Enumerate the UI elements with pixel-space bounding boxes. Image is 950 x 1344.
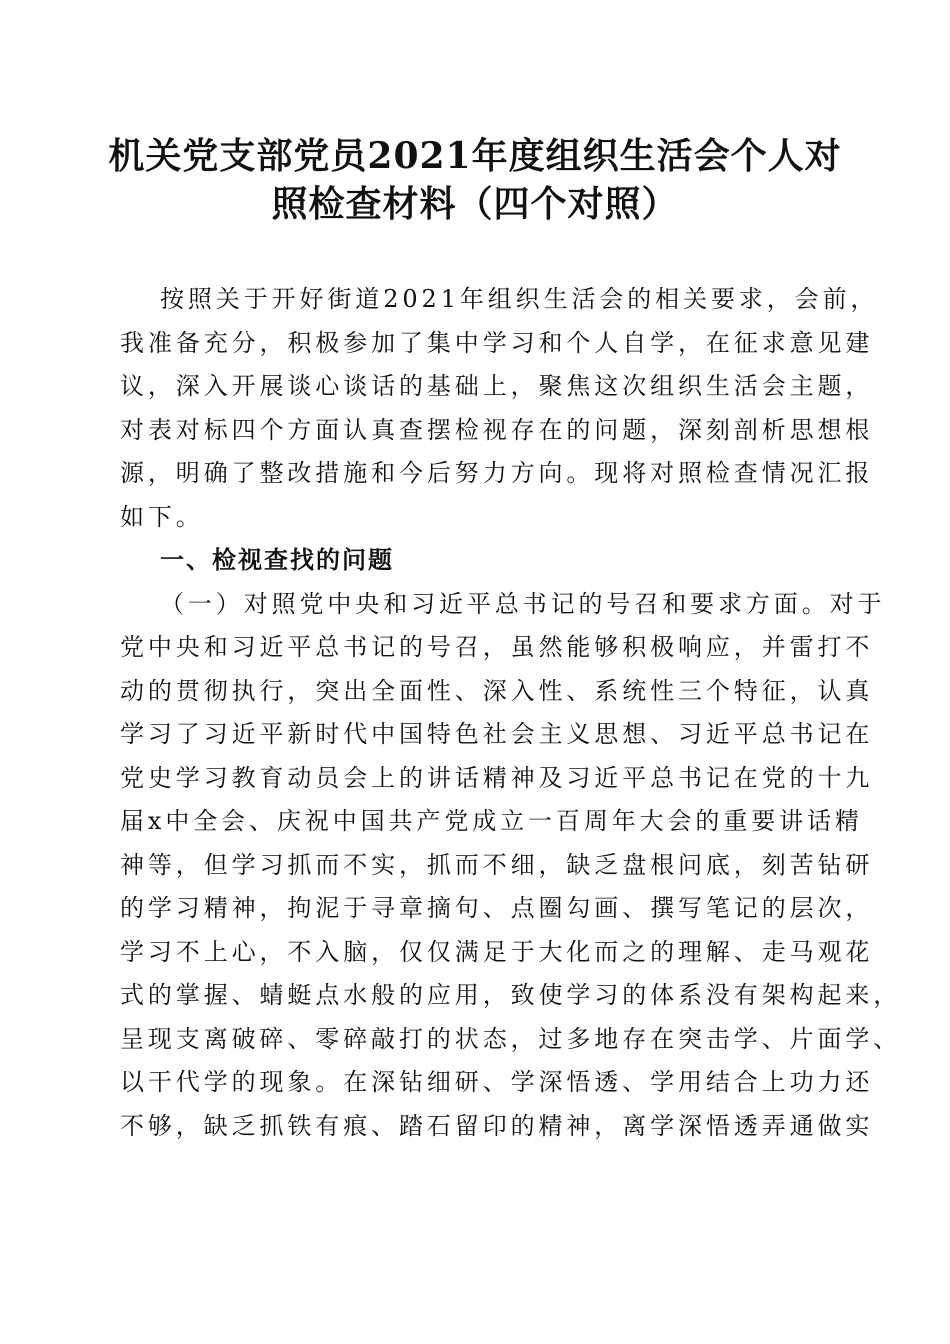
text-line: 以干代学的现象。在深钻细研、学深悟透、学用结合上功力还 bbox=[120, 1068, 874, 1096]
text-line: 不够，缺乏抓铁有痕、踏石留印的精神，离学深悟透弄通做实 bbox=[120, 1111, 874, 1140]
text-line: 学习不上心，不入脑，仅仅满足于大化而之的理解、走马观花 bbox=[120, 937, 874, 966]
section-heading: 一、检视查找的问题 bbox=[160, 546, 394, 574]
text-line: 按照关于开好街道2021年组织生活会的相关要求，会前， bbox=[160, 285, 879, 313]
text-line: 党史学习教育动员会上的讲话精神及习近平总书记在党的十九 bbox=[120, 763, 874, 792]
text-line: 式的掌握、蜻蜓点水般的应用，致使学习的体系没有架构起来， bbox=[120, 981, 902, 1009]
text-line: 我准备充分，积极参加了集中学习和个人自学，在征求意见建 bbox=[120, 328, 874, 357]
text-line: 学习了习近平新时代中国特色社会主义思想、习近平总书记在 bbox=[120, 720, 874, 748]
text-line: （一）对照党中央和习近平总书记的号召和要求方面。对于 bbox=[160, 589, 886, 618]
document-title bbox=[100, 132, 850, 228]
document-body bbox=[120, 278, 902, 1148]
text-line: 的学习精神，拘泥于寻章摘句、点圈勾画、撰写笔记的层次， bbox=[120, 894, 874, 922]
text-line: 届x中全会、庆祝中国共产党成立一百周年大会的重要讲话精 bbox=[120, 807, 863, 835]
text-line: 动的贯彻执行，突出全面性、深入性、系统性三个特征，认真 bbox=[120, 676, 874, 705]
intro-paragraph bbox=[120, 278, 879, 539]
text-line: 源，明确了整改措施和今后努力方向。现将对照检查情况汇报 bbox=[120, 459, 874, 487]
text-line: 议，深入开展谈心谈话的基础上，聚焦这次组织生活会主题， bbox=[120, 372, 874, 400]
text-line: 神等，但学习抓而不实，抓而不细，缺乏盘根问底，刻苦钻研 bbox=[120, 850, 874, 879]
text-line: 呈现支离破碎、零碎敲打的状态，过多地存在突击学、片面学、 bbox=[120, 1024, 902, 1053]
text-line: 对表对标四个方面认真查摆检视存在的问题，深刻剖析思想根 bbox=[120, 415, 874, 444]
title-line: 机关党支部党员2021年度组织生活会个人对 bbox=[108, 135, 842, 177]
text-line: 如下。 bbox=[120, 502, 204, 531]
title-line: 照检查材料（四个对照） bbox=[271, 183, 679, 225]
text-line: 党中央和习近平总书记的号召，虽然能够积极响应，并雷打不 bbox=[120, 633, 874, 661]
subsection-paragraph bbox=[120, 583, 902, 1149]
